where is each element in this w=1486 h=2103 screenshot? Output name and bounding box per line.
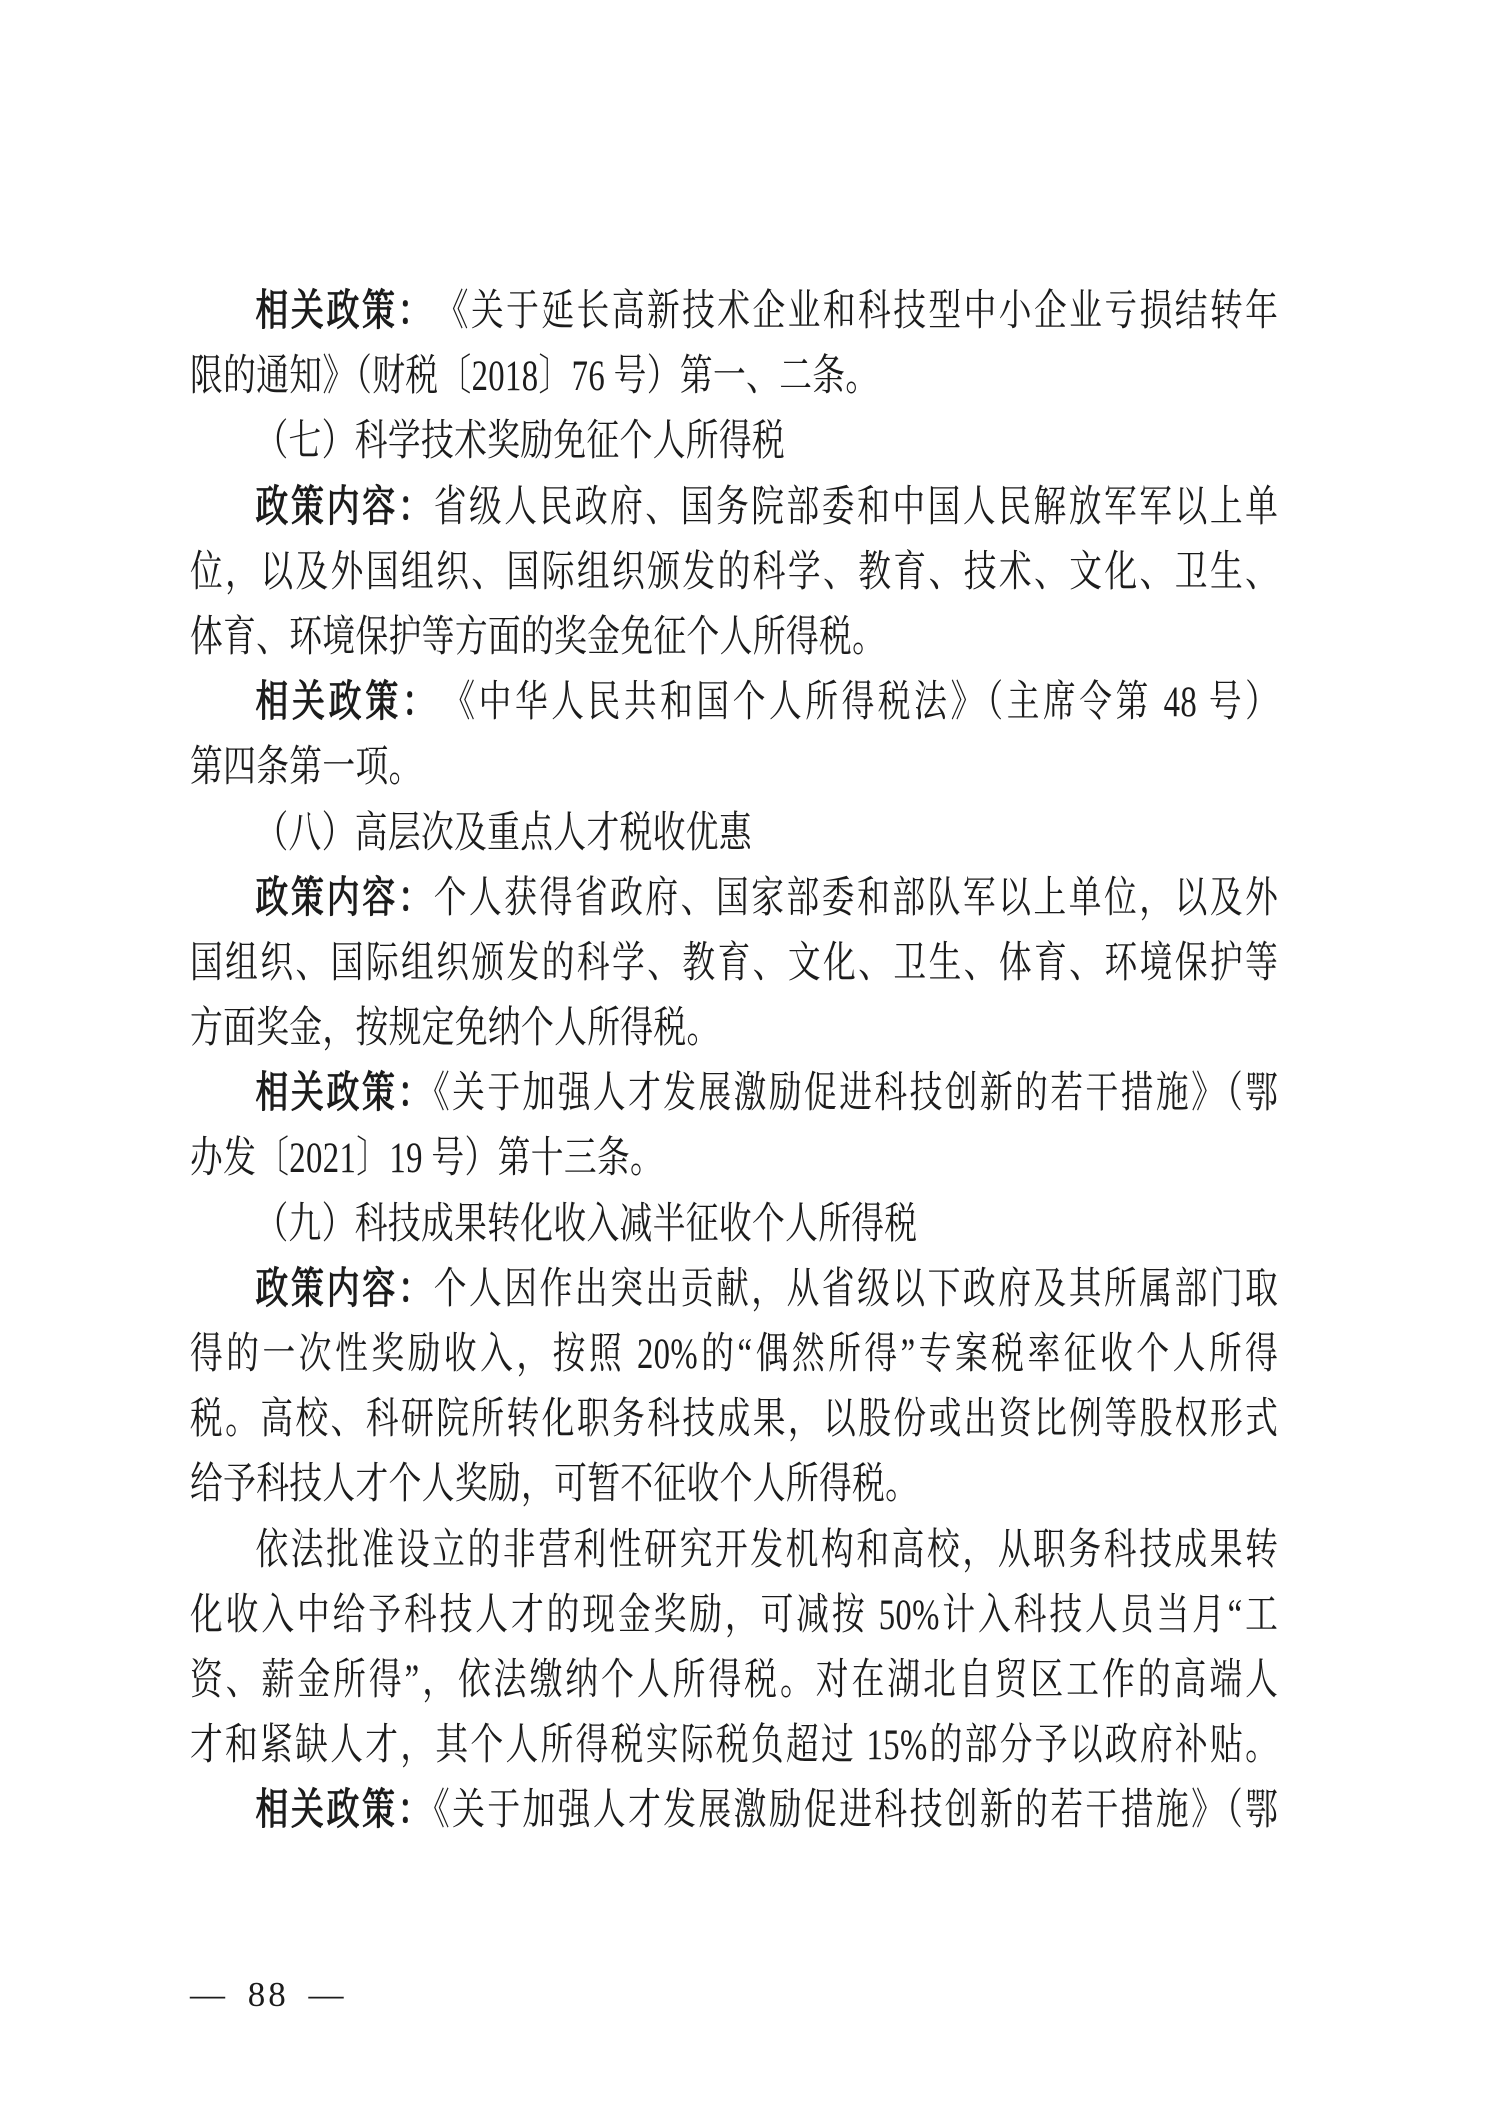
policy-label: 相关政策：	[255, 678, 423, 727]
page-footer	[190, 1977, 347, 2012]
text-line	[190, 1322, 1278, 1387]
section-heading	[190, 409, 1278, 474]
line-text: 《关于加强人才发展激励促进科技创新的若干措施》（鄂	[433, 1787, 1279, 1835]
policy-label: 政策内容：	[255, 873, 434, 922]
line-text: 《关于延长高新技术企业和科技型中小企业亏损结转年	[416, 288, 1279, 335]
text-line	[190, 670, 1278, 735]
document-text-block	[190, 279, 1278, 1844]
text-line	[190, 1713, 1278, 1778]
line-text: 依法批准设立的非营利性研究开发机构和高校，从职务科技成果转	[255, 1526, 1279, 1574]
text-line	[190, 1648, 1278, 1713]
line-text: 化收入中给予科技人才的现金奖励，可减按 50%计入科技人员当月“工	[190, 1591, 1279, 1639]
line-text: 资、薪金所得”，依法缴纳个人所得税。对在湖北自贸区工作的高端人	[190, 1656, 1279, 1704]
text-line	[190, 279, 1278, 344]
text-line	[190, 1061, 1278, 1126]
line-text: 个人获得省政府、国家部委和部队军以上单位，以及外	[433, 874, 1279, 922]
policy-label: 政策内容：	[255, 1264, 434, 1313]
line-text: 体育、环境保护等方面的奖金免征个人所得税。	[190, 613, 886, 661]
line-text: 《关于加强人才发展激励促进科技创新的若干措施》（鄂	[433, 1070, 1279, 1118]
text-line	[190, 735, 1278, 800]
text-line	[190, 605, 1278, 670]
section-heading	[190, 1192, 1278, 1257]
text-line	[190, 344, 1278, 409]
line-text: 《中华人民共和国个人所得税法》（主席令第 48 号）	[422, 679, 1279, 727]
text-line	[190, 1518, 1278, 1583]
policy-label: 相关政策：	[255, 1069, 434, 1118]
line-text: 国组织、国际组织颁发的科学、教育、文化、卫生、体育、环境保护等	[190, 939, 1279, 987]
line-text: （九）科技成果转化收入减半征收个人所得税	[255, 1200, 918, 1248]
line-text: 省级人民政府、国务院部委和中国人民解放军军以上单	[433, 483, 1279, 531]
line-text: 得的一次性奖励收入，按照 20%的“偶然所得”专案税率征收个人所得	[190, 1331, 1279, 1378]
line-text: 才和紧缺人才，其个人所得税实际税负超过 15%的部分予以政府补贴。	[190, 1722, 1279, 1770]
section-heading	[190, 801, 1278, 866]
line-text: （七）科学技术奖励免征个人所得税	[255, 418, 786, 466]
page-number: — 88 —	[190, 1975, 347, 2014]
text-line	[190, 1387, 1278, 1452]
line-text: 给予科技人才个人奖励，可暂不征收个人所得税。	[190, 1461, 919, 1509]
text-line	[190, 1257, 1278, 1322]
text-line	[190, 1126, 1278, 1191]
line-text: 第四条第一项。	[190, 744, 422, 792]
policy-label: 政策内容：	[255, 482, 434, 531]
line-text: （八）高层次及重点人才税收优惠	[255, 809, 752, 857]
line-text: 个人因作出突出贡献，从省级以下政府及其所属部门取	[433, 1265, 1279, 1313]
policy-label: 相关政策：	[255, 1786, 434, 1835]
text-line	[190, 931, 1278, 996]
line-text: 限的通知》（财税〔2018〕76 号）第一、二条。	[190, 353, 879, 401]
line-text: 税。高校、科研院所转化职务科技成果，以股份或出资比例等股权形式	[190, 1396, 1279, 1444]
line-text: 办发〔2021〕19 号）第十三条。	[190, 1135, 664, 1183]
line-text: 方面奖金，按规定免纳个人所得税。	[190, 1005, 720, 1053]
text-line	[190, 1583, 1278, 1648]
text-line	[190, 475, 1278, 540]
text-line	[190, 1778, 1278, 1843]
text-line	[190, 540, 1278, 605]
policy-label: 相关政策：	[255, 287, 417, 335]
text-line	[190, 996, 1278, 1061]
text-line	[190, 1452, 1278, 1517]
text-line	[190, 866, 1278, 931]
line-text: 位，以及外国组织、国际组织颁发的科学、教育、技术、文化、卫生、	[190, 548, 1279, 596]
